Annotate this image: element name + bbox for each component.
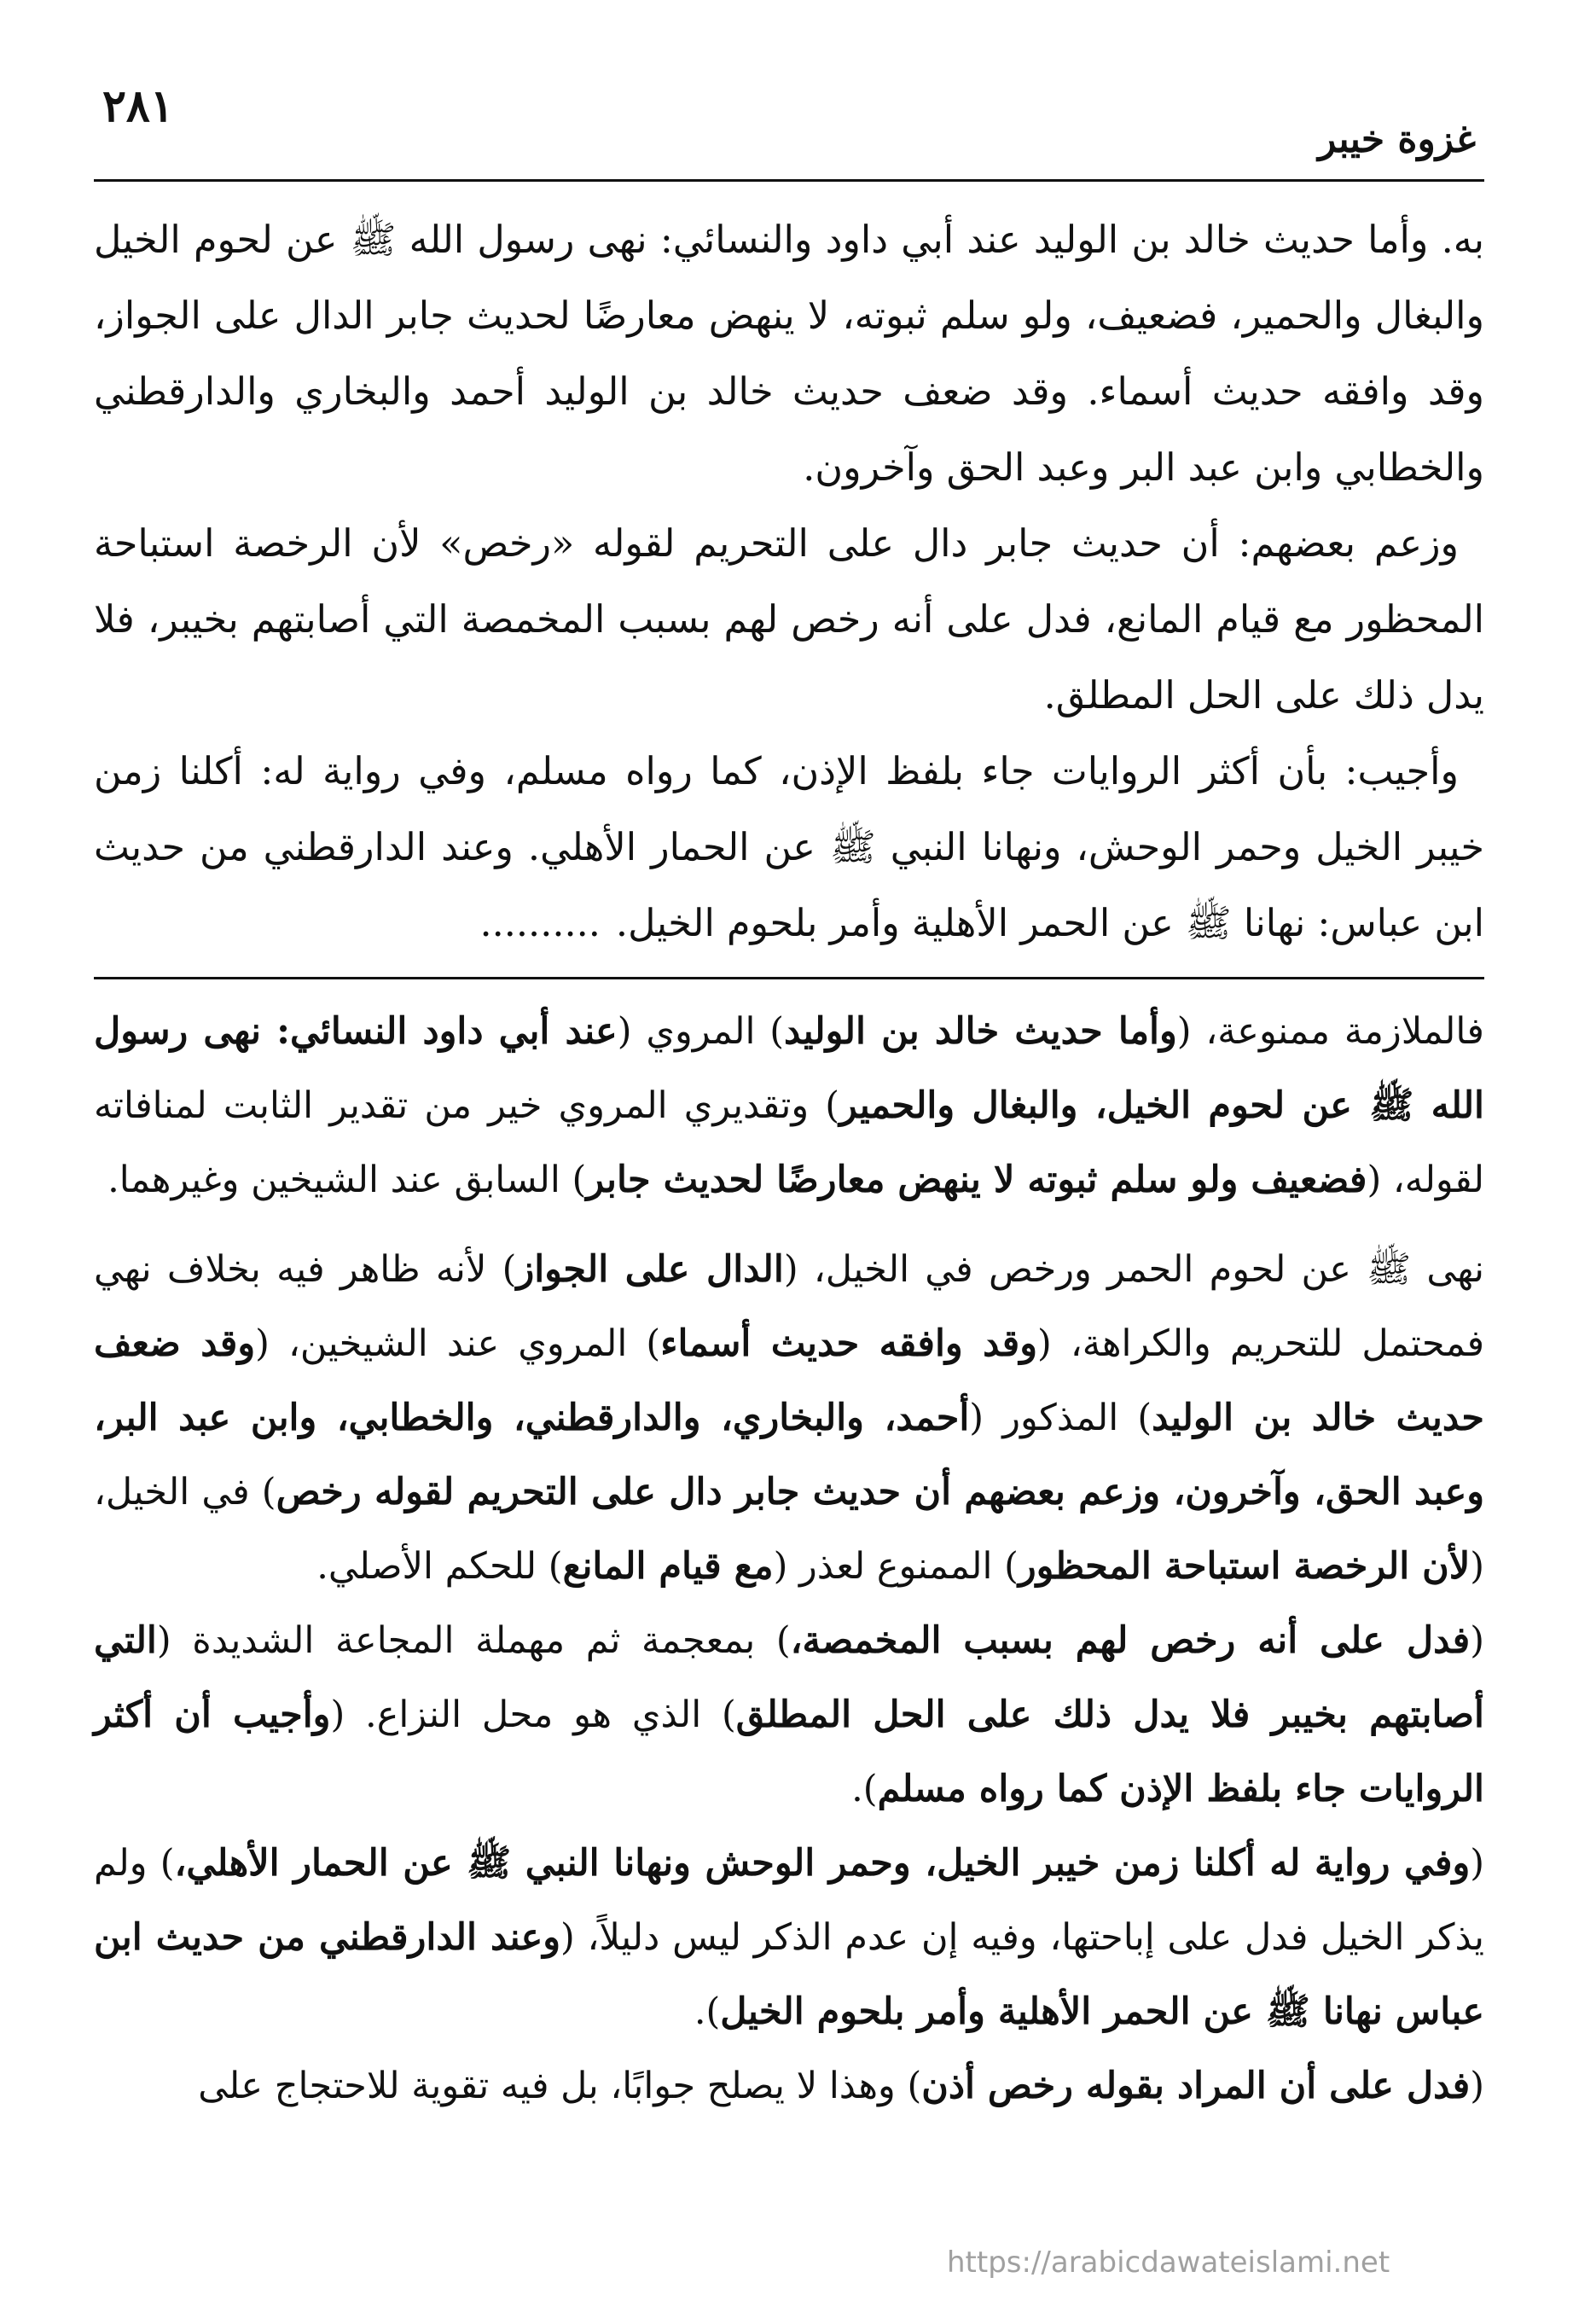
commentary-text-run: نهى ﷺ عن لحوم الحمر ورخص في الخيل، ( xyxy=(783,1248,1484,1291)
commentary-quoted-text: لأن الرخصة استباحة المحظور xyxy=(1018,1545,1471,1588)
commentary-quoted-text: التي أصابتهم بخيبر فلا يدل ذلك على الحل المطلق xyxy=(94,1619,1485,1736)
continuation-dots: .......... xyxy=(479,902,601,945)
commentary-paragraph-5 xyxy=(94,2049,1484,2124)
commentary-text-run: ( xyxy=(1470,2065,1484,2107)
commentary-quoted-text: وأجيب أن أكثر الروايات جاء بلفظ الإذن كما رواه مسلم xyxy=(94,1694,1484,1810)
commentary-quoted-text: فدل على أن المراد بقوله رخص أذن xyxy=(921,2065,1471,2107)
commentary-quoted-text: أحمد، والبخاري، والدارقطني، والخطابي، وابن عبد البر، وعبد الحق، وآخرون، وزعم بعضهم أن حديث جابر دال على التحريم لقوله رخص xyxy=(94,1397,1485,1514)
page-header xyxy=(94,68,1484,182)
commentary-text-run: ) المروي ( xyxy=(617,1010,785,1053)
commentary-quoted-text: عند أبي داود النسائي: نهى رسول الله ﷺ عن لحوم الخيل، والبغال والحمير xyxy=(94,1010,1485,1127)
commentary-text-run: ) السابق عند الشيخين وغيرهما. xyxy=(107,1159,587,1201)
main-paragraph-3 xyxy=(94,734,1484,962)
commentary-text-run: ) لأنه ظاهر فيه بخلاف نهي فمحتمل للتحريم والكراهة، ( xyxy=(94,1248,1485,1365)
main-text xyxy=(94,202,1484,962)
commentary-text-run: ) في الخيل، ( xyxy=(94,1471,1484,1588)
commentary-text-run: ) وهذا لا يصلح جوابًا، بل فيه تقوية للاحتجاج على xyxy=(198,2065,922,2107)
commentary-quoted-text: وقد وافقه حديث أسماء xyxy=(660,1322,1038,1365)
commentary-text-run: فالملازمة ممنوعة، ( xyxy=(1176,1010,1484,1053)
commentary-text-run: ( xyxy=(1470,1842,1484,1885)
running-title: غزوة خيبر xyxy=(1318,118,1476,161)
commentary-text-run: ) بمعجمة ثم مهملة المجاعة الشديدة ( xyxy=(156,1619,791,1662)
commentary-paragraph-3 xyxy=(94,1604,1484,1827)
book-page xyxy=(94,68,1484,2286)
commentary-quoted-text: الدال على الجواز xyxy=(516,1248,784,1291)
commentary-quoted-text: فدل على أنه رخص لهم بسبب المخمصة، xyxy=(790,1619,1471,1662)
commentary-text-run: ( xyxy=(1470,1619,1484,1662)
footnote-separator xyxy=(94,977,1484,979)
commentary-quoted-text: وقد ضعف حديث خالد بن الوليد xyxy=(94,1322,1484,1439)
commentary-text-run: ) المذكور ( xyxy=(969,1397,1152,1439)
commentary-quoted-text: وفي رواية له أكلنا زمن خيبر الخيل، وحمر الوحش ونهانا النبي ﷺ عن الحمار الأهلي، xyxy=(174,1842,1471,1885)
main-paragraph-2: وزعم بعضهم: أن حديث جابر دال على التحريم لقوله «رخص» لأن الرخصة استباحة المحظور مع قيام المانع، فدل على أنه رخص لهم بسبب المخمصة التي أصابتهم بخيبر، فلا يدل ذلك على الحل المطلق. xyxy=(94,522,1484,718)
commentary-paragraph-2 xyxy=(94,1233,1484,1604)
commentary-text-run: ). xyxy=(851,1768,878,1810)
commentary-text-run: ) ولم يذكر الخيل فدل على إباحتها، وفيه إن عدم الذكر ليس دليلاً، ( xyxy=(94,1842,1484,1959)
commentary-text xyxy=(94,995,1484,2124)
commentary-text-run: ) وتقديري المروي خير من تقدير الثابت لمنافاته لقوله، ( xyxy=(94,1084,1484,1201)
commentary-quoted-text: وعند الدارقطني من حديث ابن عباس نهانا ﷺ عن الحمر الأهلية وأمر بلحوم الخيل xyxy=(94,1916,1484,2033)
commentary-quoted-text: مع قيام المانع xyxy=(562,1545,774,1588)
commentary-paragraph-4 xyxy=(94,1827,1484,2049)
commentary-paragraph-1 xyxy=(94,995,1484,1217)
commentary-text-run: ). xyxy=(694,1990,721,2033)
page-number: ٢٨١ xyxy=(102,80,174,132)
main-paragraph-3-text: وأجيب: بأن أكثر الروايات جاء بلفظ الإذن، كما رواه مسلم، وفي رواية له: أكلنا زمن خيبر الخيل وحمر الوحش، ونهانا النبي ﷺ عن الحمار الأهلي. وعند الدارقطني من حديث ابن عباس: نهانا ﷺ عن الحمر الأهلية وأمر بلحوم الخيل. xyxy=(94,750,1484,945)
commentary-quoted-text: وأما حديث خالد بن الوليد xyxy=(784,1010,1177,1053)
main-paragraph-1: به. وأما حديث خالد بن الوليد عند أبي داود والنسائي: نهى رسول الله ﷺ عن لحوم الخيل والبغال والحمير، فضعيف، ولو سلم ثبوته، لا ينهض معارضًا لحديث جابر الدال على الجواز، وقد وافقه حديث أسماء. وقد ضعف حديث خالد بن الوليد أحمد والبخاري والدارقطني والخطابي وابن عبد البر وعبد الحق وآخرون. xyxy=(94,218,1484,490)
commentary-quoted-text: فضعيف ولو سلم ثبوته لا ينهض معارضًا لحديث جابر xyxy=(586,1159,1367,1201)
commentary-text-run: ) للحكم الأصلي. xyxy=(316,1545,563,1588)
commentary-text-run: ) الذي هو محل النزاع. ( xyxy=(330,1694,736,1736)
site-watermark: https://arabicdawateislami.net xyxy=(947,2246,1390,2280)
commentary-text-run: ) المروي عند الشيخين، ( xyxy=(255,1322,661,1365)
commentary-text-run: ) الممنوع لعذر ( xyxy=(773,1545,1019,1588)
